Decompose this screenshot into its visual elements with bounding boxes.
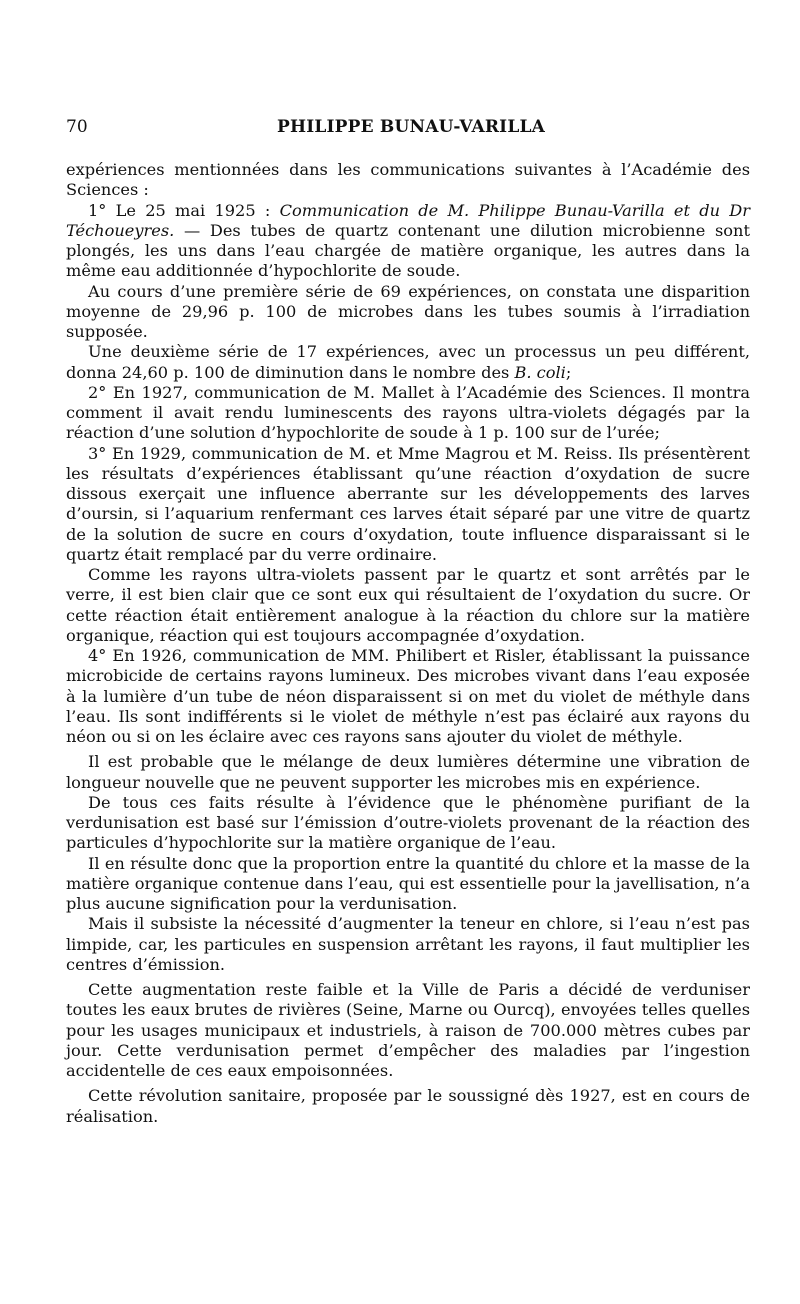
body-text: [66, 160, 750, 1127]
paragraph: 1° Le 25 mai 1925 : Communication de M. Philippe Bunau-Varilla et du Dr Téchoueyres. — Des tubes de quartz contenant une dilution microbienne sont plongés, les uns dans l’eau chargée de matière organique, les autres dans la même eau additionnée d’hypochlorite de soude.: [66, 200, 750, 281]
paragraph: Il est probable que le mélange de deux lumières détermine une vibration de longueur nouvelle que ne peuvent supporter les microbes mis en expérience.: [66, 752, 750, 792]
paragraph: Mais il subsiste la nécessité d’augmenter la teneur en chlore, si l’eau n’est pas limpide, car, les particules en suspension arrêtant les rayons, il faut multiplier les centres d’émission.: [66, 914, 750, 974]
page-number: 70: [66, 117, 88, 137]
paragraph: expériences mentionnées dans les communications suivantes à l’Académie des Sciences :: [66, 160, 750, 200]
paragraph: Cette révolution sanitaire, proposée par le soussigné dès 1927, est en cours de réalisation.: [66, 1086, 750, 1126]
citation-italic: Communication de M. Philippe Bunau-Varilla et du Dr Téchoueyres.: [66, 200, 750, 240]
paragraph: De tous ces faits résulte à l’évidence que le phénomène purifiant de la verdunisation est basé sur l’émission d’outre-violets provenant de la réaction des particules d’hypochlorite sur la matière organique de l’eau.: [66, 792, 750, 853]
paragraph: Cette augmentation reste faible et la Ville de Paris a décidé de verduniser toutes les eaux brutes de rivières (Seine, Marne ou Ourcq), envoyées telles quelles pour les usages municipaux et industriels, à raison de 700.000 mètres cubes par jour. Cette verdunisation permet d’empêcher des maladies par l’ingestion accidentelle de ces eaux empoisonnées.: [66, 980, 750, 1080]
paragraph: Au cours d’une première série de 69 expériences, on constata une disparition moyenne de 29,96 p. 100 de microbes dans les tubes soumis à l’irradiation supposée.: [66, 281, 750, 341]
paragraph: Une deuxième série de 17 expériences, avec un processus un peu différent, donna 24,60 p. 100 de diminution dans le nombre des B. coli;: [66, 342, 750, 382]
paragraph: 2° En 1927, communication de M. Mallet à l’Académie des Sciences. Il montra comment il avait rendu luminescents des rayons ultra-violets dégagés par la réaction d’une solution d’hypochlorite de soude à 1 p. 100 sur de l’urée;: [66, 382, 750, 443]
paragraph: 4° En 1926, communication de MM. Philibert et Risler, établissant la puissance microbicide de certains rayons lumineux. Des microbes vivant dans l’eau exposée à la lumière d’un tube de néon disparaissent si on met du violet de méthyle dans l’eau. Ils sont indifférents si le violet de méthyle n’est pas éclairé aux rayons du néon ou si on les éclaire avec ces rayons sans ajouter du violet de méthyle.: [66, 646, 750, 746]
running-title: PHILIPPE BUNAU-VARILLA: [276, 117, 546, 137]
paragraph: Il en résulte donc que la proportion entre la quantité du chlore et la masse de la matière organique contenue dans l’eau, qui est essentielle pour la javellisation, n’a plus aucune signification pour la verdunisation.: [66, 853, 750, 913]
paragraph: 3° En 1929, communication de M. et Mme Magrou et M. Reiss. Ils présentèrent les résultats d’expériences établissant qu’une réaction d’oxydation de sucre dissous exerçait une influence aberrante sur les développements des larves d’oursin, si l’aquarium renfermant ces larves était séparé par une vitre de quartz de la solution de sucre en cours d’oxydation, toute influence disparaissant si le quartz était remplacé par du verre ordinaire.: [66, 443, 750, 564]
species-italic: B. coli: [514, 362, 566, 382]
page-header: [66, 117, 756, 143]
paragraph: Comme les rayons ultra-violets passent par le quartz et sont arrêtés par le verre, il est bien clair que ce sont eux qui résultaient de l’oxydation du sucre. Or cette réaction était entièrement analogue à la réaction du chlore sur la matière organique, réaction qui est toujours accompagnée d’oxydation.: [66, 565, 750, 645]
